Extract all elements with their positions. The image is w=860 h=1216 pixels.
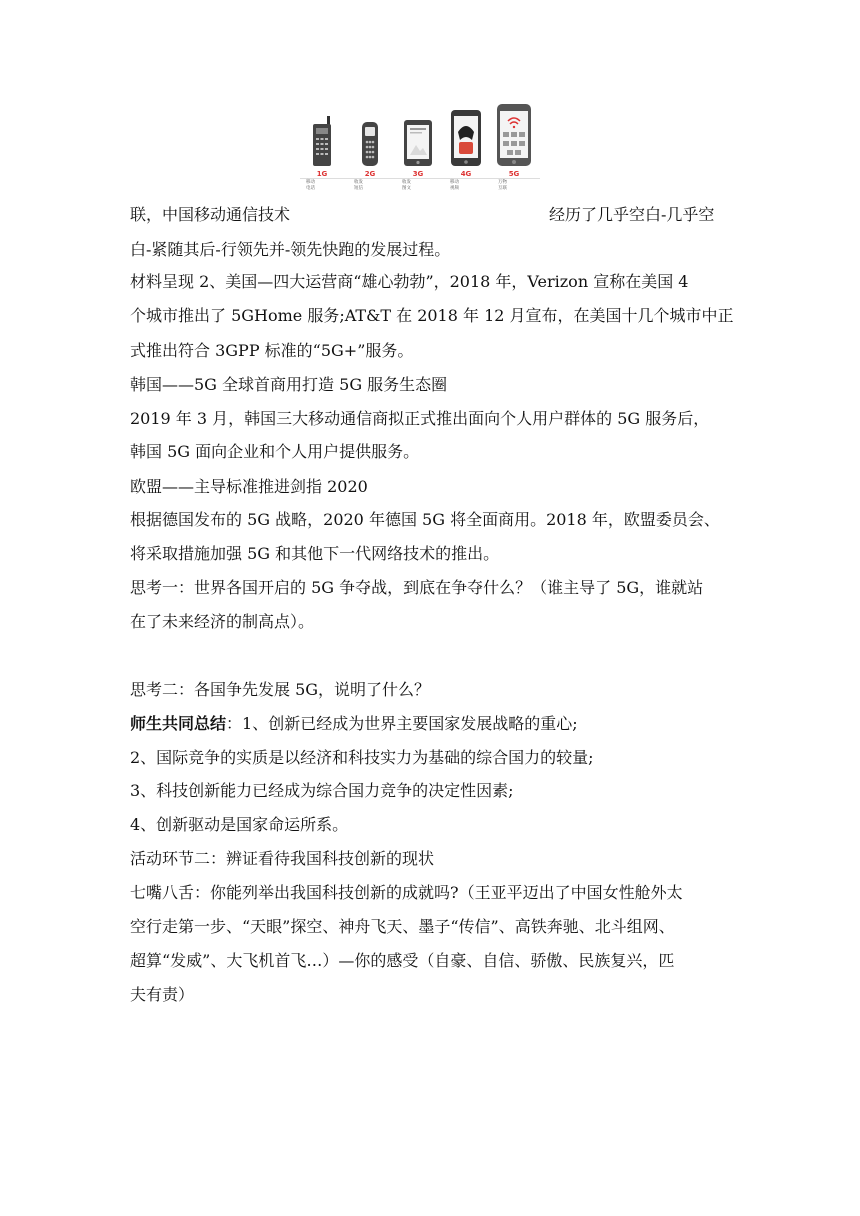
phone-1g (300, 100, 344, 200)
paragraph-line: 空行走第一步、“天眼”探空、神舟飞天、墨子“传信”、高铁奔驰、北斗组网、 (130, 917, 675, 936)
paragraph-line: 思考一：世界各国开启的 5G 争夺战，到底在争夺什么？（谁主导了 5G，谁就站 (130, 578, 704, 597)
mobile-generations-figure (300, 100, 540, 200)
paragraph-line: 夫有责） (130, 985, 195, 1004)
paragraph-line (130, 714, 750, 734)
paragraph-line: 材料呈现 2、美国—四大运营商“雄心勃勃”，2018 年，Verizon 宣称在美国 4 (130, 272, 689, 291)
paragraph-line: 式推出符合 3GPP 标准的“5G+”服务。 (130, 341, 414, 360)
paragraph-line: 3、科技创新能力已经成为综合国力竞争的决定性因素; (130, 781, 514, 800)
phone-4g (444, 100, 488, 200)
gen-caption: 收发 图文 (402, 180, 411, 191)
paragraph-line: 思考二：各国争先发展 5G，说明了什么？ (130, 680, 431, 699)
paragraph-line: 欧盟——主导标准推进剑指 2020 (130, 477, 368, 496)
gen-label: 2G (364, 170, 376, 178)
gen-caption: 万物 互联 (498, 180, 507, 191)
paragraph-line: 4、创新驱动是国家命运所系。 (130, 815, 349, 834)
paragraph-line: 韩国——5G 全球首商用打造 5G 服务生态圈 (130, 375, 448, 394)
paragraph-line: 活动环节二：辨证看待我国科技创新的现状 (130, 849, 435, 868)
gen-caption: 移动 视频 (450, 180, 459, 191)
phone-3g (396, 100, 440, 200)
text-segment: 联，中国移动通信技术 (130, 205, 291, 224)
brick-phone-icon (311, 116, 333, 166)
gen-label: 4G (460, 170, 472, 178)
gen-caption: 移动 电话 (306, 180, 315, 191)
paragraph-line: 根据德国发布的 5G 战略，2020 年德国 5G 将全面商用。2018 年，欧盟委员会、 (130, 510, 720, 529)
gen-caption: 收发 短信 (354, 180, 363, 191)
video-phone-icon (450, 110, 482, 166)
picture-phone-icon (403, 120, 433, 166)
paragraph-line: 韩国 5G 面向企业和个人用户提供服务。 (130, 442, 420, 461)
paragraph-line: 个城市推出了 5GHome 服务;AT&T 在 2018 年 12 月宣布，在美国十几个城市中正 (130, 306, 734, 325)
paragraph-line: 将采取措施加强 5G 和其他下一代网络技术的推出。 (130, 544, 500, 563)
phone-2g (348, 100, 392, 200)
candybar-phone-icon (361, 122, 379, 166)
paragraph-line: 七嘴八舌：你能列举出我国科技创新的成就吗?（王亚平迈出了中国女性舱外太 (130, 883, 683, 902)
text-segment: ：1、创新已经成为世界主要国家发展战略的重心; (226, 714, 578, 733)
phone-5g (492, 100, 536, 200)
iot-phone-icon (496, 104, 532, 166)
paragraph-line: 在了未来经济的制高点）。 (130, 612, 315, 631)
paragraph-line: 白-紧随其后-行领先并-领先快跑的发展过程。 (130, 240, 451, 259)
paragraph-line: 2、国际竞争的实质是以经济和科技实力为基础的综合国力的较量; (130, 748, 594, 767)
gen-label: 5G (508, 170, 520, 178)
gen-label: 3G (412, 170, 424, 178)
paragraph-line: 2019 年 3 月，韩国三大移动通信商拟正式推出面向个人用户群体的 5G 服务后， (130, 409, 710, 428)
paragraph-line (549, 205, 749, 225)
gen-label: 1G (316, 170, 328, 178)
paragraph-line: 超算“发威”、大飞机首飞…）—你的感受（自豪、自信、骄傲、民族复兴，匹 (130, 951, 675, 970)
text-segment: 经历了几乎空白-几乎空 (549, 205, 715, 224)
summary-heading: 师生共同总结 (130, 714, 227, 733)
